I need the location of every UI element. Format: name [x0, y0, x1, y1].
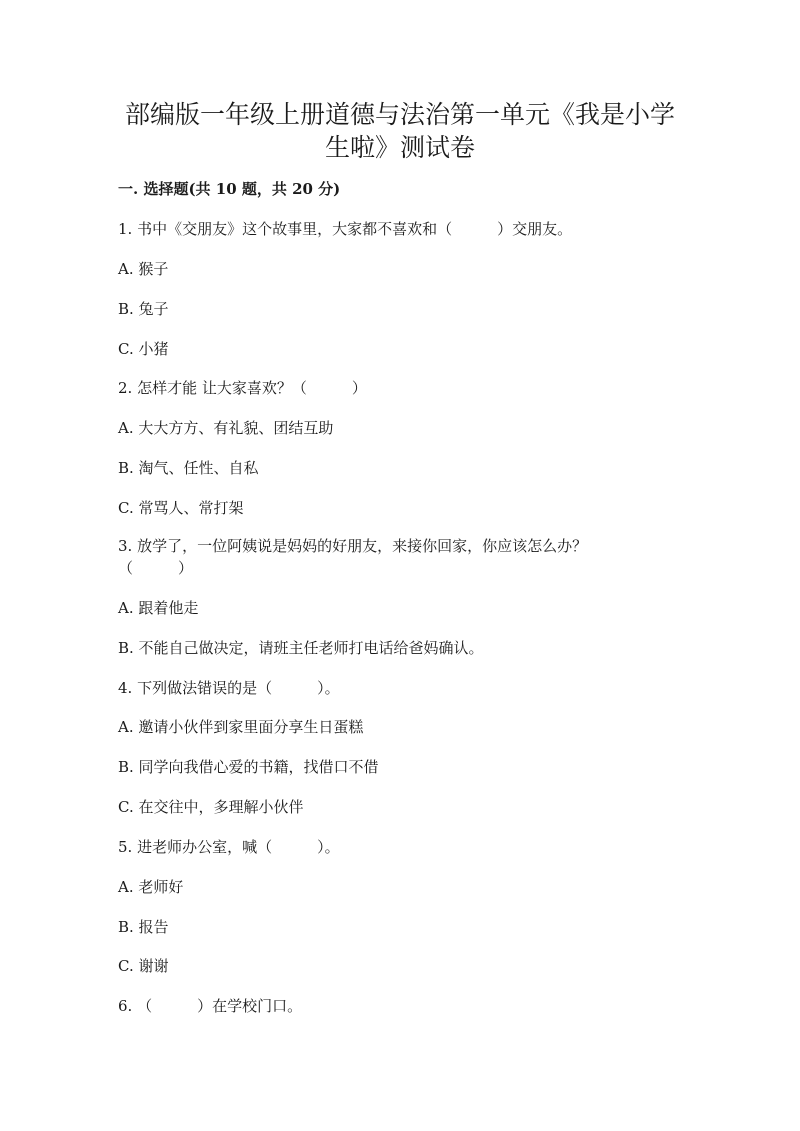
- section-heading: 一. 选择题(共 10 题，共 20 分): [118, 180, 341, 198]
- question-4-option-a: A. 邀请小伙伴到家里面分享生日蛋糕: [118, 718, 364, 736]
- title-line-2: 生啦》测试卷: [324, 133, 475, 162]
- question-2: 2. 怎样才能 让大家喜欢？（ ）: [118, 379, 367, 397]
- question-4-option-b: B. 同学向我借心爱的书籍，找借口不借: [118, 758, 379, 776]
- question-2-option-c: C. 常骂人、常打架: [118, 499, 244, 517]
- question-3-line-1: 3. 放学了，一位阿姨说是妈妈的好朋友，来接你回家，你应该怎么办？: [118, 537, 588, 555]
- question-1-option-a: A. 猴子: [118, 260, 169, 278]
- question-3-option-b: B. 不能自己做决定，请班主任老师打电话给爸妈确认。: [118, 639, 484, 657]
- question-3-option-a: A. 跟着他走: [118, 599, 199, 617]
- question-2-option-a: A. 大大方方、有礼貌、团结互助: [118, 419, 334, 437]
- title-line-1: 部编版一年级上册道德与法治第一单元《我是小学: [124, 100, 675, 129]
- question-1-option-c: C. 小猪: [118, 340, 169, 358]
- question-1-option-b: B. 兔子: [118, 300, 169, 318]
- question-1: 1. 书中《交朋友》这个故事里，大家都不喜欢和（ ）交朋友。: [118, 220, 573, 238]
- question-5-option-b: B. 报告: [118, 918, 169, 936]
- question-5-option-c: C. 谢谢: [118, 957, 169, 975]
- question-5: 5. 进老师办公室，喊（ ）。: [118, 838, 340, 856]
- question-6: 6. （ ）在学校门口。: [118, 997, 303, 1015]
- question-4: 4. 下列做法错误的是（ ）。: [118, 679, 340, 697]
- question-3: [118, 535, 638, 579]
- page-title: [100, 98, 700, 164]
- question-3-line-2: （ ）: [118, 559, 194, 577]
- question-4-option-c: C. 在交往中，多理解小伙伴: [118, 798, 304, 816]
- question-2-option-b: B. 淘气、任性、自私: [118, 459, 259, 477]
- question-5-option-a: A. 老师好: [118, 878, 184, 896]
